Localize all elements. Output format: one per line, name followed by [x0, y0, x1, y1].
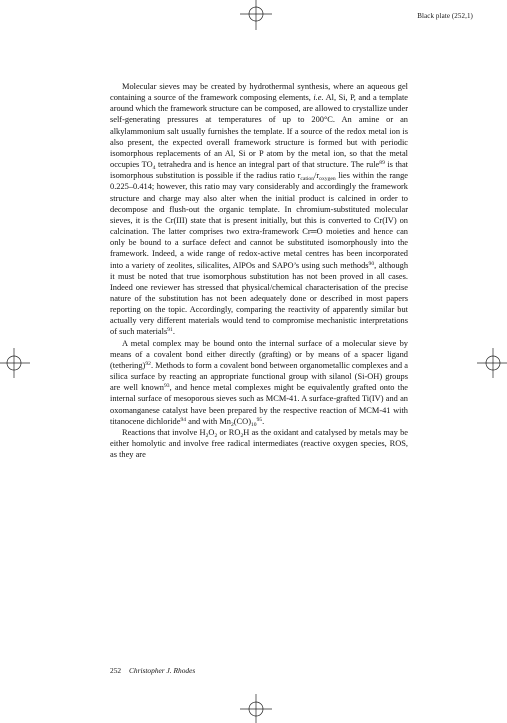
- page-footer: [110, 666, 195, 675]
- citation-93: 93: [163, 383, 170, 390]
- registration-mark-bottom: [234, 694, 278, 723]
- registration-mark-left: [0, 346, 30, 380]
- paragraph-metal-complex: A metal complex may be bound onto the internal surface of a molecular sieve by means of a covalent bond either directly (grafting) or by means of a spacer ligand (tethering)$^{92}$. Methods to form a covalent bond between organometallic complexes and a silica surface by reacting an appropriate functional group with silanol (Si-OH) groups are well known$^{93}$, and hence metal complexes might be equivalently grafted onto the internal surface of mesoporous sieves such as MCM-41. A surface-grafted Ti(IV) and an oxomanganese catalyst have been prepared by the respective reaction of MCM-41 with titanocene dichloride$^{94}$ and with $Mn_2(CO)_{10}^{95}$.: [110, 338, 408, 428]
- citation-89: 89: [379, 160, 385, 167]
- registration-mark-right: [477, 346, 507, 380]
- citation-92: 92: [145, 360, 151, 367]
- registration-mark-top: [234, 0, 278, 30]
- paragraph-reactions: Reactions that involve $H_2O_2$ or $RO_2H$ as the oxidant and catalysed by metals may be either homolytic and involve free radical intermediates (reactive oxygen species, ROS, as they are: [110, 427, 408, 460]
- citation-90: 90: [368, 260, 375, 267]
- paragraph-molecular-sieves: Molecular sieves may be created by hydrothermal synthesis, where an aqueous gel containing a source of the framework composing elements, i.e. Al, Si, P, and a template around which the framework structure can be composed, are allowed to crystallize under self-generating pressures at temperatures of up to 200°C. An amine or an alkylammonium salt usually furnishes the template. If a source of the redox metal ion is also present, the expected overall framework structure is formed but with periodic isomorphous replacements of an Al, Si or P atom by the metal ion, so that the metal occupies $TO_4$ tetrahedra and is hence an integral part of that structure. The rule$^{89}$ is that isomorphous substitution is possible if the radius ratio $r_{cation}/r_{oxygen}$ lies within the range 0.225–0.414; however, this ratio may vary considerably and accordingly the framework structure and charge may also alter when the initial product is calcined in order to decompose and flush-out the organic template. In chromium-substituted molecular sieves, it is the Cr(III) state that is present initially, but this is converted to Cr(IV) on calcination. The latter comprises two extra-framework Cr═O moieties and hence can only be bound to a surface defect and cannot be substituted isomorphously into the framework. Indeed, a wide range of redox-active metal centres has been incorporated into a variety of zeolites, silicalites, AlPOs and SAPO’s using such methods$^{90}$, although it must be noted that true isomorphous substitution has not been proved in all cases. Indeed one reviewer has stressed that physical/chemical characterisation of the precise nature of the substitution has not been adequately done or described in most papers reporting on the topic. Accordingly, comparing the reactivity of apparently similar but actually very different materials would tend to compromise mechanistic interpretations of such materials$^{91}$.: [110, 82, 409, 337]
- page-number: 252: [110, 666, 122, 675]
- body-text: [110, 81, 408, 460]
- running-author: Christopher J. Rhodes: [128, 666, 196, 675]
- citation-91: 91: [167, 327, 173, 334]
- citation-94: 94: [180, 416, 187, 423]
- citation-95: 95: [256, 416, 263, 423]
- plate-label: Black plate (252,1): [417, 12, 473, 20]
